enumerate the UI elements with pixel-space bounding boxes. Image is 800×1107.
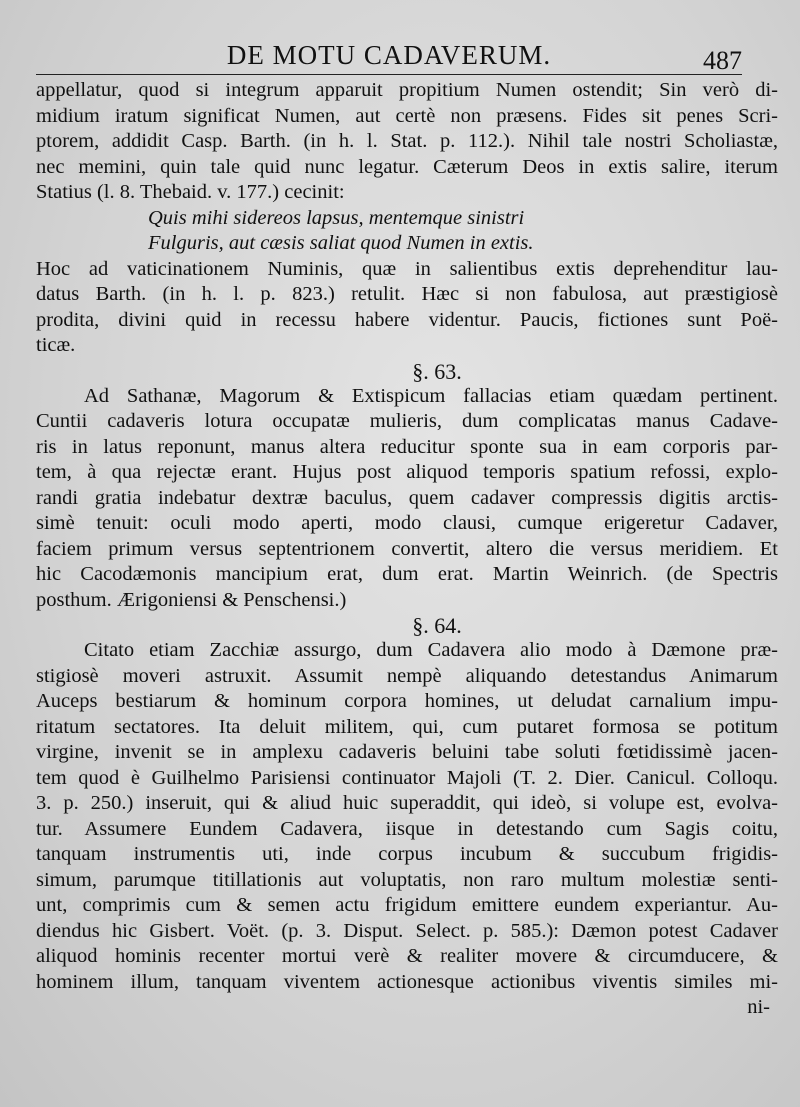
text-line: unt, comprimis cum & semen actu frigidum emittere eundem experiantur. Au- [36,894,778,916]
text-line: datus Barth. (in h. l. p. 823.) retulit. Hæc si non fabulosa, aut præstigiosè [36,283,778,305]
text-line: hominem illum, tanquam viventem actionesque actionibus viventis similes mi- [36,970,778,993]
text-line: Hoc ad vaticinationem Numinis, quæ in salientibus extis deprehenditur lau- [36,257,778,280]
text-line: ris in latus reponunt, manus altera reducitur sponte sua in eam corporis par- [36,435,778,458]
text-line: Cuntii cadaveris lotura occupatæ mulieris, dum complicatas manus Cadave- [36,410,778,432]
text-line: Ad Sathanæ, Magorum & Extispicum fallacias etiam quædam pertinent. [84,384,778,407]
text-line: aliquod hominis recenter mortui verè & realiter movere & circumducere, & [36,945,778,967]
text-line: hic Cacodæmonis mancipium erat, dum erat. Martin Weinrich. (de Spectris [36,563,778,585]
page-number: 487 [703,46,742,75]
text-line: tem, à qua rejectæ erant. Hujus post aliquod temporis spatium refossi, explo- [36,461,778,483]
text-line: ritatum sectatores. Ita deluit militem, qui, cum putaret formosa se potitum [36,715,778,738]
text-line: Quis mihi sidereos lapsus, mentemque sinistri [148,206,525,229]
text-line: midium iratum significat Numen, aut certè non præsens. Fides sit penes Scri- [36,104,778,127]
text-line: nec memini, quin tale quid nunc legatur. Cæterum Deos in extis salire, iterum [36,155,778,178]
text-line: faciem primum versus septentrionem convertit, altero die versus meridiem. Et [36,537,778,560]
page-body [36,78,778,1021]
text-line: ptorem, addidit Casp. Barth. (in h. l. Stat. p. 112.). Nihil tale nostri Scholiastæ, [36,130,778,152]
text-line: ticæ. [36,334,76,356]
text-line: tur. Assumere Eundem Cadavera, iisque in detestando cum Sagis coitu, [36,817,778,840]
section-heading: §. 63. [412,358,462,384]
text-line: Statius (l. 8. Thebaid. v. 177.) cecinit: [36,181,345,203]
running-title: DE MOTU CADAVERUM. [226,40,552,70]
text-line: randi gratia indebatur dextræ baculus, quem cadaver compressis digitis arctis- [36,486,778,509]
text-line: virgine, invenit se in amplexu cadaveris beluini tabe soluti fœtidissimè jacen- [36,741,778,763]
text-line: diendus hic Gisbert. Voët. (p. 3. Disput. Select. p. 585.): Dæmon potest Cadaver [36,919,778,942]
text-line: simum, parumque titillationis aut voluptatis, non raro multum molestiæ senti- [36,868,778,891]
text-line: Auceps bestiarum & hominum corpora homines, ut deludat carnalium impu- [36,690,778,712]
text-line: appellatur, quod si integrum apparuit propitium Numen ostendit; Sin verò di- [36,79,778,101]
text-line: simè tenuit: oculi modo aperti, modo clausi, cumque erigeretur Cadaver, [36,512,778,534]
text-line: tem quod è Guilhelmo Parisiensi continuator Majoli (T. 2. Dier. Canicul. Colloqu. [36,766,778,789]
section-heading: §. 64. [412,613,462,638]
page-header [36,40,742,75]
text-line: stigiosè moveri astruxit. Assumit nempè aliquando detestandus Animarum [36,664,778,687]
catchword: ni- [747,996,770,1018]
text-line: Citato etiam Zacchiæ assurgo, dum Cadavera alio modo à Dæmone præ- [84,639,778,661]
text-line: prodita, divini quid in recessu habere videntur. Paucis, fictiones sunt Poë- [36,308,778,331]
text-line: tanquam instrumentis uti, inde corpus incubum & succubum frigidis- [36,843,778,865]
text-line: posthum. Ærigoniensi & Penschensi.) [36,588,347,611]
text-line: Fulguris, aut cæsis saliat quod Numen in extis. [148,232,534,254]
text-line: 3. p. 250.) inseruit, qui & aliud huic superaddit, qui ideò, si volupe est, evolva- [36,792,778,814]
